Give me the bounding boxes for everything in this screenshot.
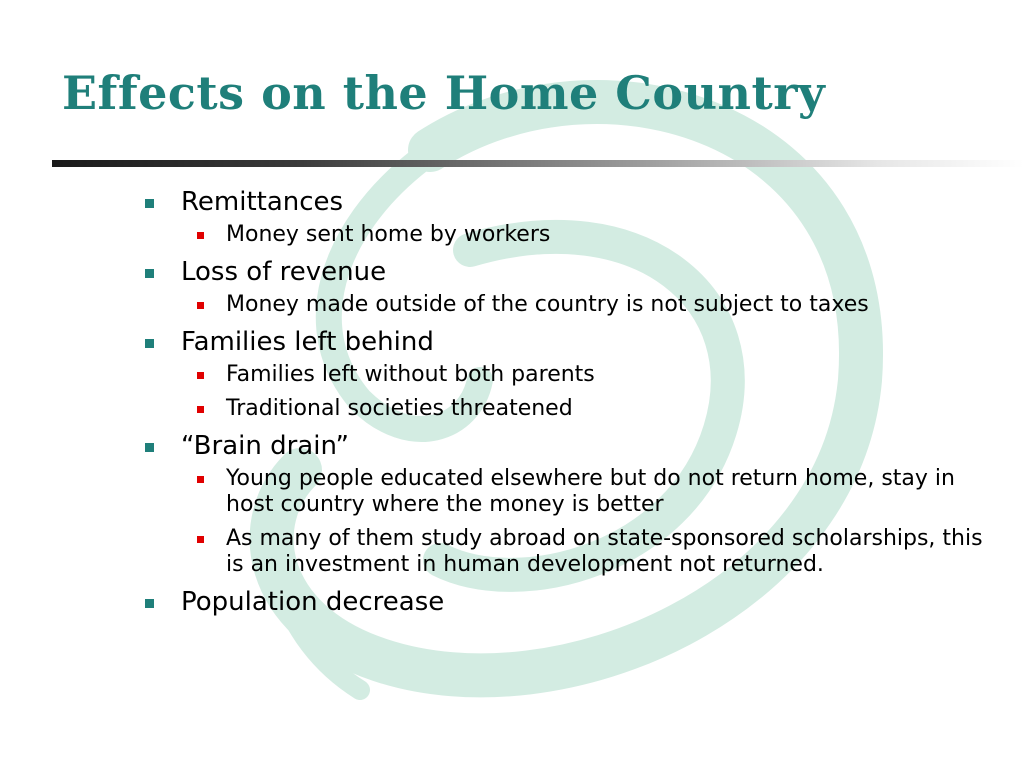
sub-bullet-text: As many of them study abroad on state-sponsored scholarships, this is an investment in human development not returned. [226,526,983,577]
square-bullet-icon [145,269,154,278]
bullet-families-left-behind [181,326,981,358]
title-divider [52,160,1024,167]
bullet-population-decrease [181,586,981,618]
square-bullet-icon [197,536,204,543]
bullet-text: Population decrease [181,587,445,617]
bullet-text: Remittances [181,187,344,217]
sub-bullet [226,292,986,318]
bullet-text: Loss of revenue [181,257,387,287]
square-bullet-icon [197,406,204,413]
bullet-brain-drain [181,430,981,462]
square-bullet-icon [145,443,154,452]
sub-bullet-text: Money made outside of the country is not subject to taxes [226,292,869,317]
square-bullet-icon [197,302,204,309]
sub-bullet [226,222,986,248]
sub-bullet [226,396,986,422]
sub-bullet [226,466,986,518]
sub-bullet [226,526,986,578]
sub-bullet [226,362,986,388]
bullet-list [0,186,1024,622]
square-bullet-icon [145,599,154,608]
slide-title: Effects on the Home Country [62,66,826,120]
square-bullet-icon [145,199,154,208]
square-bullet-icon [197,232,204,239]
sub-bullet-text: Money sent home by workers [226,222,551,247]
bullet-loss-of-revenue [181,256,981,288]
bullet-text: “Brain drain” [181,431,349,461]
bullet-remittances [181,186,981,218]
square-bullet-icon [197,372,204,379]
sub-bullet-text: Traditional societies threatened [226,396,573,421]
sub-bullet-text: Families left without both parents [226,362,595,387]
square-bullet-icon [145,339,154,348]
bullet-text: Families left behind [181,327,434,357]
square-bullet-icon [197,476,204,483]
sub-bullet-text: Young people educated elsewhere but do not return home, stay in host country where the money is better [226,466,955,517]
